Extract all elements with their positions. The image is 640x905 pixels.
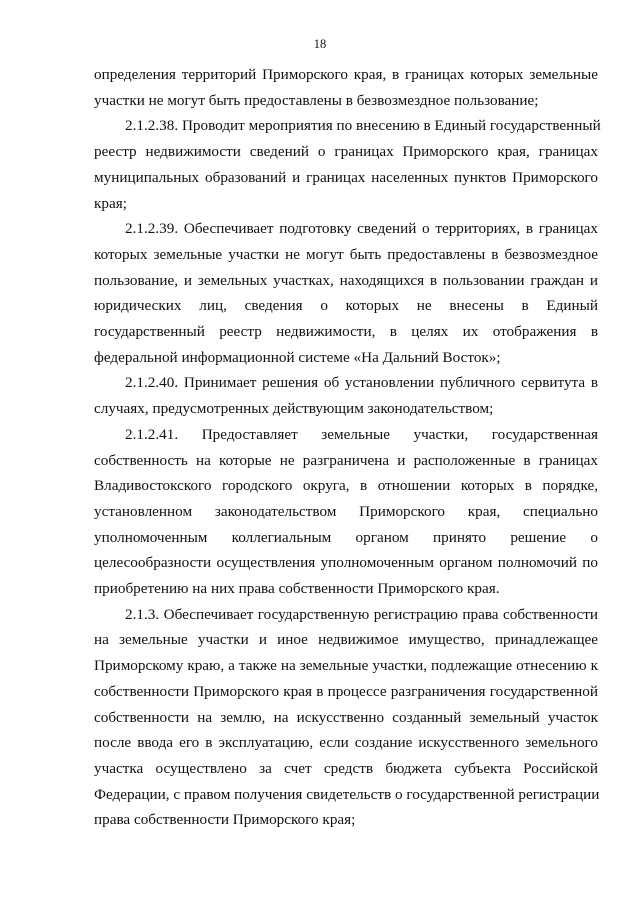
text-line: 2.1.3. Обеспечивает государственную регистрацию права собственности <box>125 605 598 623</box>
text-line: права собственности Приморского края; <box>94 811 356 829</box>
text-line: уполномоченным коллегиальным органом принято решение о <box>94 528 598 546</box>
text-line: собственность на которые не разграничена и расположенные в границах <box>94 451 598 469</box>
text-line: установленном законодательством Приморского края, специально <box>94 502 598 520</box>
page-number: 18 <box>313 37 327 51</box>
text-line: пользование, и земельных участках, находящихся в пользовании граждан и <box>94 271 598 289</box>
text-line: собственности на землю, на искусственно созданный земельный участок <box>94 708 598 726</box>
text-line: края; <box>94 194 127 212</box>
text-line: федеральной информационной системе «На Дальний Восток»; <box>94 348 501 366</box>
text-line: 2.1.2.41. Предоставляет земельные участки, государственная <box>125 425 598 443</box>
text-line: собственности Приморского края в процессе разграничения государственной <box>94 682 598 700</box>
text-line: 2.1.2.40. Принимает решения об установлении публичного сервитута в <box>125 374 598 392</box>
text-line: муниципальных образований и границах населенных пунктов Приморского <box>94 168 598 186</box>
text-line: Приморскому краю, а также на земельные участки, подлежащие отнесению к <box>94 657 598 675</box>
paragraph-2-1-2-40 <box>94 370 598 421</box>
text-line: участки не могут быть предоставлены в безвозмездное пользование; <box>94 91 539 109</box>
text-line: после ввода его в эксплуатацию, если создание искусственного земельного <box>94 734 598 752</box>
text-line: Федерации, с правом получения свидетельств о государственной регистрации <box>94 785 600 803</box>
paragraph-2-1-2-41 <box>94 422 598 602</box>
text-line: целесообразности осуществления уполномоченным органом полномочий по <box>94 554 598 572</box>
paragraph-territory-definition <box>94 62 598 113</box>
text-line: реестр недвижимости сведений о границах Приморского края, границах <box>94 143 598 161</box>
text-line: 2.1.2.39. Обеспечивает подготовку сведений о территориях, в границах <box>125 220 598 238</box>
text-line: юридических лиц, сведения о которых не внесены в Единый <box>94 297 598 315</box>
paragraph-2-1-2-38 <box>94 113 601 216</box>
text-line: случаях, предусмотренных действующим законодательством; <box>94 400 494 418</box>
text-line: определения территорий Приморского края, в границах которых земельные <box>94 66 598 83</box>
text-line: на земельные участки и иное недвижимое имущество, принадлежащее <box>94 631 598 649</box>
paragraph-2-1-3 <box>94 602 598 833</box>
text-line: государственный реестр недвижимости, в целях их отображения в <box>94 323 598 341</box>
text-line: Владивостокского городского округа, в отношении которых в порядке, <box>94 477 598 495</box>
document-body <box>94 62 601 833</box>
text-line: которых земельные участки не могут быть предоставлены в безвозмездное <box>94 245 598 263</box>
text-line: приобретению на них права собственности Приморского края. <box>94 580 500 598</box>
paragraph-2-1-2-39 <box>94 216 598 370</box>
text-line: участка осуществлено за счет средств бюджета субъекта Российской <box>94 759 598 777</box>
text-line: 2.1.2.38. Проводит мероприятия по внесению в Единый государственный <box>125 117 601 135</box>
